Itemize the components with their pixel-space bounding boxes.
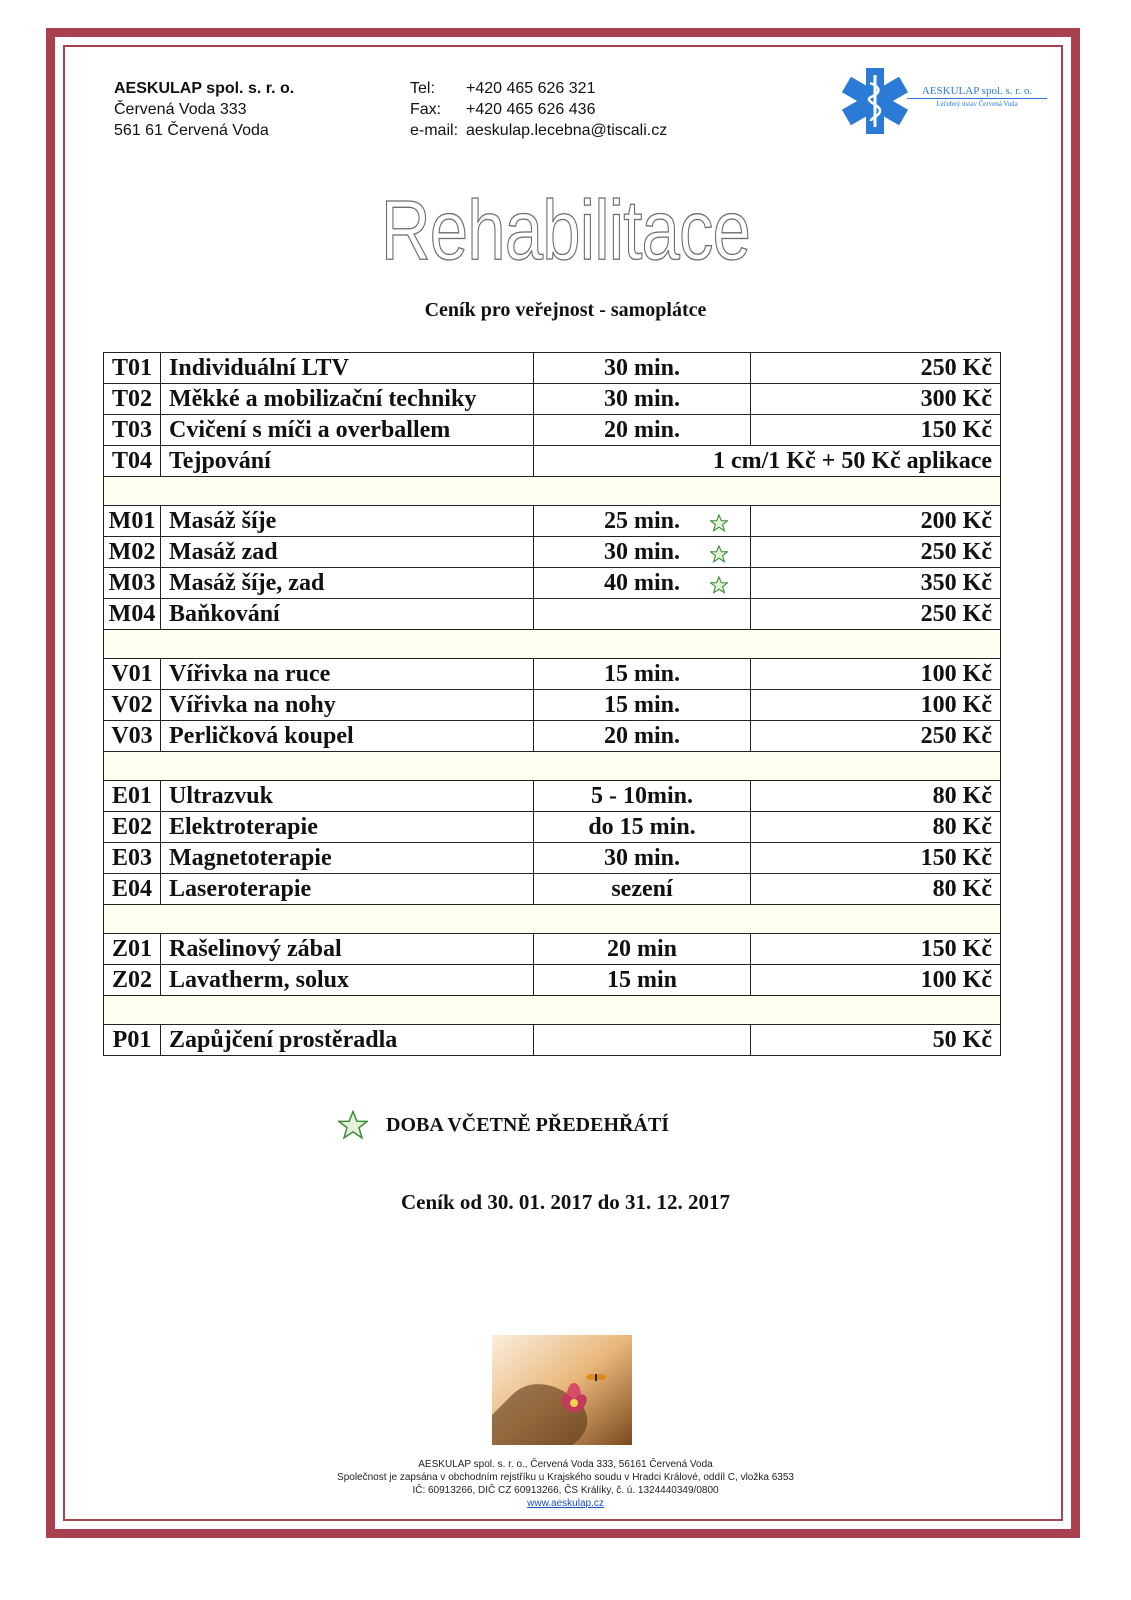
service-duration: 5 - 10min. [534, 781, 751, 812]
email-label: e-mail: [410, 122, 459, 139]
star-icon [710, 576, 728, 594]
contact-block [410, 78, 667, 141]
star-icon [710, 545, 728, 563]
table-row [104, 415, 1001, 446]
service-price: 200 Kč [751, 506, 1001, 537]
service-name: Individuální LTV [161, 353, 534, 384]
service-price: 300 Kč [751, 384, 1001, 415]
service-price: 250 Kč [751, 721, 1001, 752]
service-price: 100 Kč [751, 965, 1001, 996]
service-code: E02 [104, 812, 161, 843]
service-name: Elektroterapie [161, 812, 534, 843]
website-link[interactable]: www.aeskulap.cz [527, 1498, 604, 1509]
separator-cell [104, 996, 1001, 1025]
service-price: 50 Kč [751, 1025, 1001, 1056]
table-row [104, 843, 1001, 874]
table-row [104, 874, 1001, 905]
service-duration: 30 min. [534, 384, 751, 415]
service-name: Měkké a mobilizační techniky [161, 384, 534, 415]
service-code: E01 [104, 781, 161, 812]
page-title: Rehabilitace [380, 183, 751, 277]
service-name: Cvičení s míči a overballem [161, 415, 534, 446]
company-name: AESKULAP spol. s. r. o. [114, 80, 295, 97]
service-price-formula: 1 cm/1 Kč + 50 Kč aplikace [534, 446, 1001, 477]
service-duration-cell [534, 537, 751, 568]
table-row [104, 690, 1001, 721]
table-row [104, 506, 1001, 537]
service-duration: 20 min [534, 934, 751, 965]
service-duration [534, 1025, 751, 1056]
page-subtitle: Ceník pro veřejnost - samoplátce [424, 299, 707, 321]
fax-value: +420 465 626 436 [466, 101, 596, 118]
service-price: 350 Kč [751, 568, 1001, 599]
service-name: Lavatherm, solux [161, 965, 534, 996]
service-duration-cell [534, 568, 751, 599]
separator-row [104, 630, 1001, 659]
service-duration: 40 min. [603, 570, 680, 596]
service-name: Rašelinový zábal [161, 934, 534, 965]
company-block [114, 78, 294, 141]
service-duration: 20 min. [534, 721, 751, 752]
service-code: P01 [104, 1025, 161, 1056]
service-code: V03 [104, 721, 161, 752]
service-price: 80 Kč [751, 781, 1001, 812]
logo-subtitle: Léčebný ústav Červená Voda [936, 100, 1018, 108]
service-name: Masáž zad [161, 537, 534, 568]
table-row [104, 659, 1001, 690]
service-duration: 15 min. [534, 690, 751, 721]
service-duration [534, 599, 751, 630]
service-name: Laseroterapie [161, 874, 534, 905]
service-duration: 20 min. [534, 415, 751, 446]
legend [338, 1110, 669, 1140]
service-name: Ultrazvuk [161, 781, 534, 812]
service-duration: 30 min. [603, 539, 680, 565]
service-code: E03 [104, 843, 161, 874]
table-row [104, 965, 1001, 996]
separator-row [104, 477, 1001, 506]
service-price: 250 Kč [751, 599, 1001, 630]
service-name: Zapůjčení prostěradla [161, 1025, 534, 1056]
service-code: Z01 [104, 934, 161, 965]
service-name: Vířivka na ruce [161, 659, 534, 690]
service-code: T04 [104, 446, 161, 477]
service-price: 250 Kč [751, 353, 1001, 384]
separator-cell [104, 905, 1001, 934]
service-name: Masáž šíje, zad [161, 568, 534, 599]
service-code: T02 [104, 384, 161, 415]
service-duration-cell [534, 506, 751, 537]
service-code: T03 [104, 415, 161, 446]
table-row [104, 568, 1001, 599]
service-price: 150 Kč [751, 415, 1001, 446]
separator-cell [104, 630, 1001, 659]
service-duration: 15 min. [534, 659, 751, 690]
service-duration: sezení [534, 874, 751, 905]
separator-row [104, 752, 1001, 781]
service-code: Z02 [104, 965, 161, 996]
logo-text [907, 84, 1047, 109]
service-name: Tejpování [161, 446, 534, 477]
service-name: Masáž šíje [161, 506, 534, 537]
star-icon [710, 514, 728, 532]
logo-name: AESKULAP spol. s. r. o. [907, 84, 1047, 99]
star-icon [338, 1110, 368, 1140]
service-code: M03 [104, 568, 161, 599]
service-price: 250 Kč [751, 537, 1001, 568]
service-name: Vířivka na nohy [161, 690, 534, 721]
table-row [104, 934, 1001, 965]
separator-cell [104, 477, 1001, 506]
service-code: M02 [104, 537, 161, 568]
table-row [104, 353, 1001, 384]
table-row [104, 537, 1001, 568]
service-name: Baňkování [161, 599, 534, 630]
service-name: Perličková koupel [161, 721, 534, 752]
price-validity: Ceník od 30. 01. 2017 do 31. 12. 2017 [400, 1190, 731, 1214]
table-row [104, 781, 1001, 812]
price-table [103, 352, 1001, 1056]
service-code: V01 [104, 659, 161, 690]
separator-row [104, 905, 1001, 934]
service-duration: 30 min. [534, 353, 751, 384]
footer-line-2: Společnost je zapsána v obchodním rejstříku u Krajského soudu v Hradci Králové, oddíl C, vložka 6353 [337, 1472, 794, 1483]
table-row [104, 384, 1001, 415]
service-price: 150 Kč [751, 934, 1001, 965]
service-code: M01 [104, 506, 161, 537]
email-link[interactable]: aeskulap.lecebna@tiscali.cz [466, 122, 668, 139]
table-row [104, 812, 1001, 843]
service-price: 150 Kč [751, 843, 1001, 874]
service-code: T01 [104, 353, 161, 384]
service-price: 80 Kč [751, 812, 1001, 843]
service-code: E04 [104, 874, 161, 905]
address-line-2: 561 61 Červená Voda [114, 122, 269, 139]
footer-line-3: IČ: 60913266, DIČ CZ 60913266, ČS Králíky, č. ú. 1324440349/0800 [412, 1485, 719, 1496]
service-price: 100 Kč [751, 659, 1001, 690]
footer [0, 1458, 1131, 1510]
massage-stone-flower-image [492, 1335, 632, 1445]
address-line-1: Červená Voda 333 [114, 101, 247, 118]
service-code: V02 [104, 690, 161, 721]
table-row [104, 721, 1001, 752]
service-duration: 30 min. [534, 843, 751, 874]
table-row [104, 1025, 1001, 1056]
table-row [104, 446, 1001, 477]
service-name: Magnetoterapie [161, 843, 534, 874]
tel-value: +420 465 626 321 [466, 80, 596, 97]
tel-label: Tel: [410, 80, 435, 97]
service-duration: do 15 min. [534, 812, 751, 843]
service-duration: 15 min [534, 965, 751, 996]
table-row [104, 599, 1001, 630]
separator-cell [104, 752, 1001, 781]
service-code: M04 [104, 599, 161, 630]
footer-line-1: AESKULAP spol. s. r. o., Červená Voda 333, 56161 Červená Voda [418, 1459, 713, 1470]
service-price: 100 Kč [751, 690, 1001, 721]
fax-label: Fax: [410, 101, 442, 118]
separator-row [104, 996, 1001, 1025]
service-duration: 25 min. [603, 508, 680, 534]
legend-text: DOBA VČETNĚ PŘEDEHŘÁTÍ [386, 1113, 670, 1136]
service-price: 80 Kč [751, 874, 1001, 905]
